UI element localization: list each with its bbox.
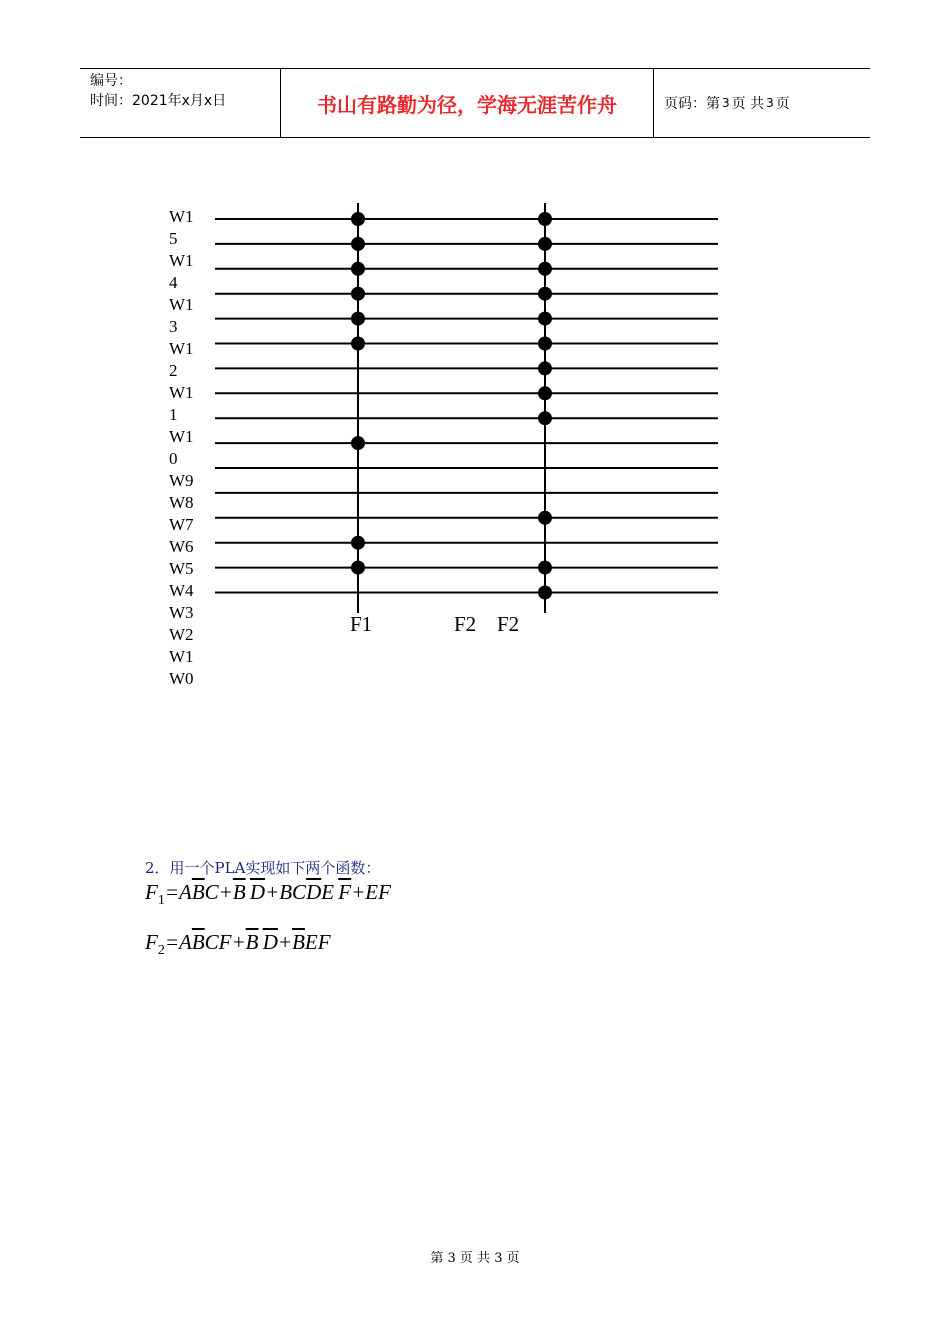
output-label-f1: F1 [350, 612, 373, 636]
connection-dot-f1 [351, 337, 365, 351]
word-label: W4 [169, 581, 194, 600]
connection-dot-f1 [351, 287, 365, 301]
word-label: W7 [169, 515, 194, 534]
word-label: W6 [169, 537, 194, 556]
word-label: W1 [169, 251, 194, 270]
word-label: 0 [169, 449, 178, 468]
eq2-sub: 2 [157, 943, 165, 959]
connection-dot-f2 [538, 361, 552, 375]
connection-dot-f2 [538, 386, 552, 400]
page-total: 3 [766, 96, 774, 110]
connection-dot-f2 [538, 262, 552, 276]
connection-dot-f1 [351, 312, 365, 326]
connection-dot-f1 [351, 561, 365, 575]
page-footer: 第 3 页 共 3 页 [430, 1251, 520, 1266]
connection-dot-f1 [351, 212, 365, 226]
page-suffix: 页 [775, 96, 790, 112]
connection-dot-f2 [538, 287, 552, 301]
page-number: 3 [722, 96, 730, 110]
equation-f1: $F_1=A\overline{B}C+\overline{B}$ $\overline{D}+BC\overline{D}E$ $\overline{F}+EF$ [145, 880, 391, 909]
number-label: 编号： [90, 73, 132, 89]
eq2-lhs: F [145, 930, 158, 954]
word-label: 1 [169, 405, 178, 424]
word-label: W1 [169, 427, 194, 446]
word-label: W1 [169, 295, 194, 314]
connection-dot-f2 [538, 561, 552, 575]
word-label: W0 [169, 669, 194, 688]
output-label-f2a: F2 [454, 612, 477, 636]
word-label: 3 [169, 317, 178, 336]
page-prefix: 页码：第 [664, 96, 720, 112]
word-label: W1 [169, 339, 194, 358]
connection-dot-f1 [351, 237, 365, 251]
word-label: W1 [169, 647, 194, 666]
output-label-f2b: F2 [497, 612, 520, 636]
header-motto: 书山有路勤为径，学海无涯苦作舟 [281, 69, 654, 137]
connection-dot-f2 [538, 511, 552, 525]
connection-dot-f1 [351, 262, 365, 276]
equation-f2: $F_2=A\overline{B}CF+\overline{B}$ $\overline{D}+\overline{B}EF$ [145, 930, 331, 959]
word-label: W9 [169, 471, 194, 490]
eq1-sub: 1 [157, 893, 165, 909]
word-label: W3 [169, 603, 194, 622]
word-label: W8 [169, 493, 194, 512]
connection-dot-f2 [538, 312, 552, 326]
word-label: 2 [169, 361, 178, 380]
page-mid: 页 共 [731, 96, 765, 112]
time-label: 时间：2021年x月x日 [90, 93, 227, 109]
word-label: 5 [169, 229, 178, 248]
connection-dot-f2 [538, 237, 552, 251]
eq1-lhs: F [145, 880, 158, 904]
question-text: 2．用一个PLA实现如下两个函数： [145, 859, 381, 877]
connection-dot-f2 [538, 337, 552, 351]
connection-dot-f1 [351, 436, 365, 450]
word-label: W5 [169, 559, 194, 578]
connection-dot-f2 [538, 411, 552, 425]
connection-dot-f1 [351, 536, 365, 550]
connection-dot-f2 [538, 212, 552, 226]
word-label: W1 [169, 207, 194, 226]
word-label: 4 [169, 273, 178, 292]
connection-dot-f2 [538, 586, 552, 600]
word-label: W1 [169, 383, 194, 402]
word-label: W2 [169, 625, 194, 644]
